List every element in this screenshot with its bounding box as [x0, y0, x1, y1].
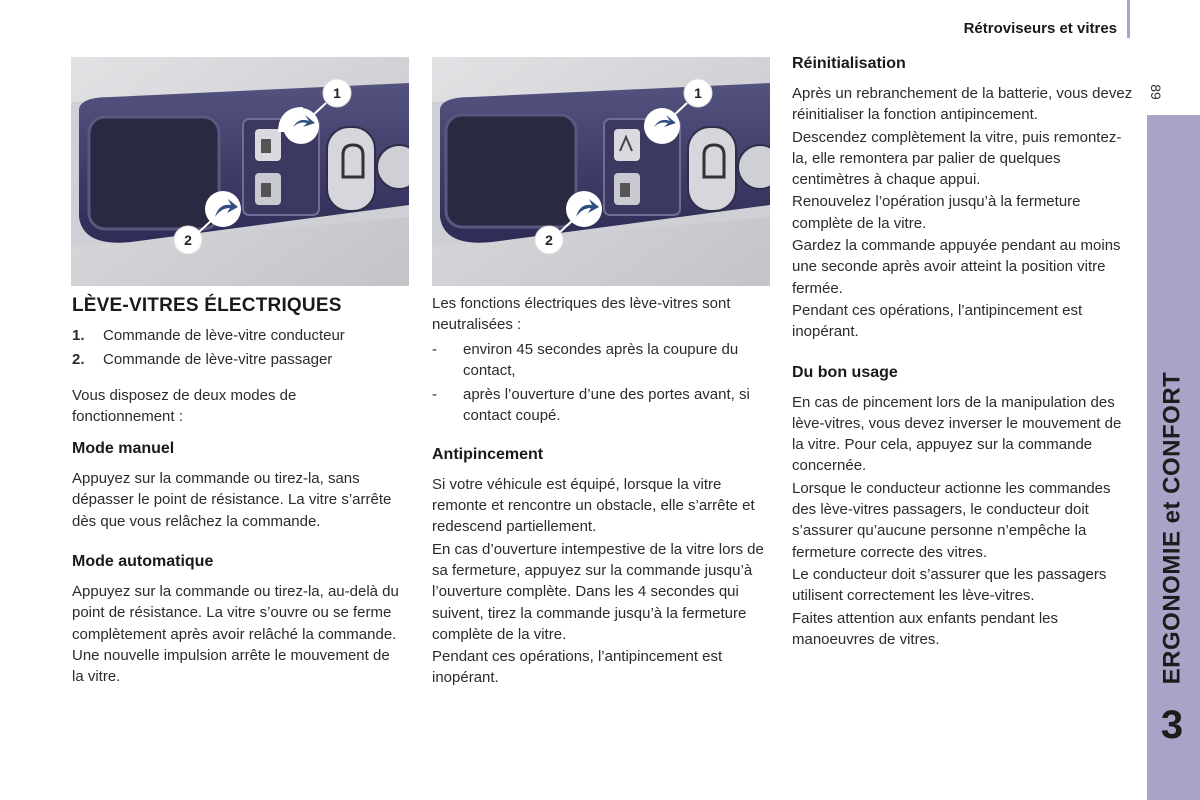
chapter-title [1150, 370, 1194, 685]
reinit-paragraph: Après un rebranchement de la batterie, vous devez réinitialiser la fonction antipincement. [792, 85, 1133, 124]
list-item-text: environ 45 secondes après la coupure du contact, [463, 340, 739, 379]
reinit-paragraph: Descendez complètement la vitre, puis remontez-la, elle remontera par palier de quelques centimètres à chaque appui. [792, 128, 1122, 189]
auto-mode-heading: Mode automatique [72, 553, 214, 571]
usage-heading: Du bon usage [792, 363, 898, 381]
driver-switch-photo [71, 57, 409, 286]
list-item [72, 325, 402, 346]
modes-intro: Vous disposez de deux modes de fonctionnement : [72, 386, 297, 425]
reinit-paragraph: Renouvelez l’opération jusqu’à la fermeture complète de la vitre. [792, 193, 1081, 232]
list-item [72, 349, 402, 370]
control-list [72, 325, 402, 371]
column-3 [792, 54, 1134, 650]
chapter-title-text: ERGONOMIE et CONFORT [1158, 371, 1186, 684]
list-dash: - [432, 340, 437, 358]
list-item-number: 1. [72, 327, 85, 344]
usage-paragraph: Faites attention aux enfants pendant les manoeuvres de vitres. [792, 609, 1059, 648]
callout-2-label: 2 [545, 232, 553, 248]
antipinch-paragraph: Si votre véhicule est équipé, lorsque la vitre remonte et rencontre un obstacle, elle s’arrête et redescend partiellement. [432, 475, 755, 536]
callout-2-label: 2 [184, 232, 192, 248]
section-title: LÈVE-VITRES ÉLECTRIQUES [72, 295, 342, 316]
reinit-paragraph: Pendant ces opérations, l’antipincement est inopérant. [792, 301, 1083, 341]
list-item [432, 339, 772, 382]
antipinch-paragraph: Pendant ces opérations, l’antipincement est inopérant. [432, 648, 723, 687]
usage-paragraph: En cas de pincement lors de la manipulation des lève-vitres, vous devez inverser le mouvement de la vitre. Pour cela, appuyez sur la commande concernée. [792, 393, 1122, 475]
callout-1-label: 1 [333, 85, 341, 101]
running-header: Rétroviseurs et vitres [963, 20, 1117, 37]
callout-1-label: 1 [694, 85, 702, 101]
list-item-text: Commande de lève-vitre passager [103, 351, 333, 369]
column-1 [72, 294, 402, 688]
passenger-switch-photo [432, 57, 770, 286]
column-2 [432, 293, 772, 689]
neutralised-list [432, 339, 772, 427]
list-item-text: Commande de lève-vitre conducteur [103, 327, 345, 344]
usage-paragraph: Lorsque le conducteur actionne les commandes des lève-vitres passagers, le conducteur doit s’assurer qu’aucune personne n’empêche la fermeture correcte des vitres. [792, 479, 1111, 561]
page-number: 89 [1148, 84, 1164, 100]
list-item-text: après l’ouverture d’une des portes avant, si contact coupé. [463, 386, 750, 425]
chapter-number: 3 [1160, 703, 1184, 747]
antipinch-paragraph: En cas d’ouverture intempestive de la vitre lors de sa fermeture, appuyez sur la commande jusqu’à l’ouverture complète. Dans les 4 secondes qui suivent, tirez la commande jusqu’à la fermeture complète de la vitre. [432, 540, 764, 643]
list-item [432, 384, 772, 427]
manual-mode-heading: Mode manuel [72, 440, 175, 458]
antipinch-heading: Antipincement [432, 445, 544, 463]
list-item-number: 2. [72, 351, 85, 369]
reinit-heading: Réinitialisation [792, 55, 906, 72]
auto-mode-text: Appuyez sur la commande ou tirez-la, au-delà du point de résistance. La vitre s’ouvre ou se ferme complètement après avoir relâché la commande. Une nouvelle impulsion arrête le mouvement de la vitre. [72, 583, 399, 686]
header-rule [1127, 0, 1130, 38]
reinit-paragraph: Gardez la commande appuyée pendant au moins une seconde après avoir atteint la position vitre fermée. [792, 237, 1121, 297]
manual-mode-text: Appuyez sur la commande ou tirez-la, sans dépasser le point de résistance. La vitre s’arrête dès que vous relâchez la commande. [72, 470, 392, 530]
neutralised-intro: Les fonctions électriques des lève-vitres sont neutralisées : [432, 295, 731, 334]
usage-paragraph: Le conducteur doit s’assurer que les passagers utilisent correctement les lève-vitres. [792, 565, 1107, 605]
list-dash: - [432, 386, 437, 404]
